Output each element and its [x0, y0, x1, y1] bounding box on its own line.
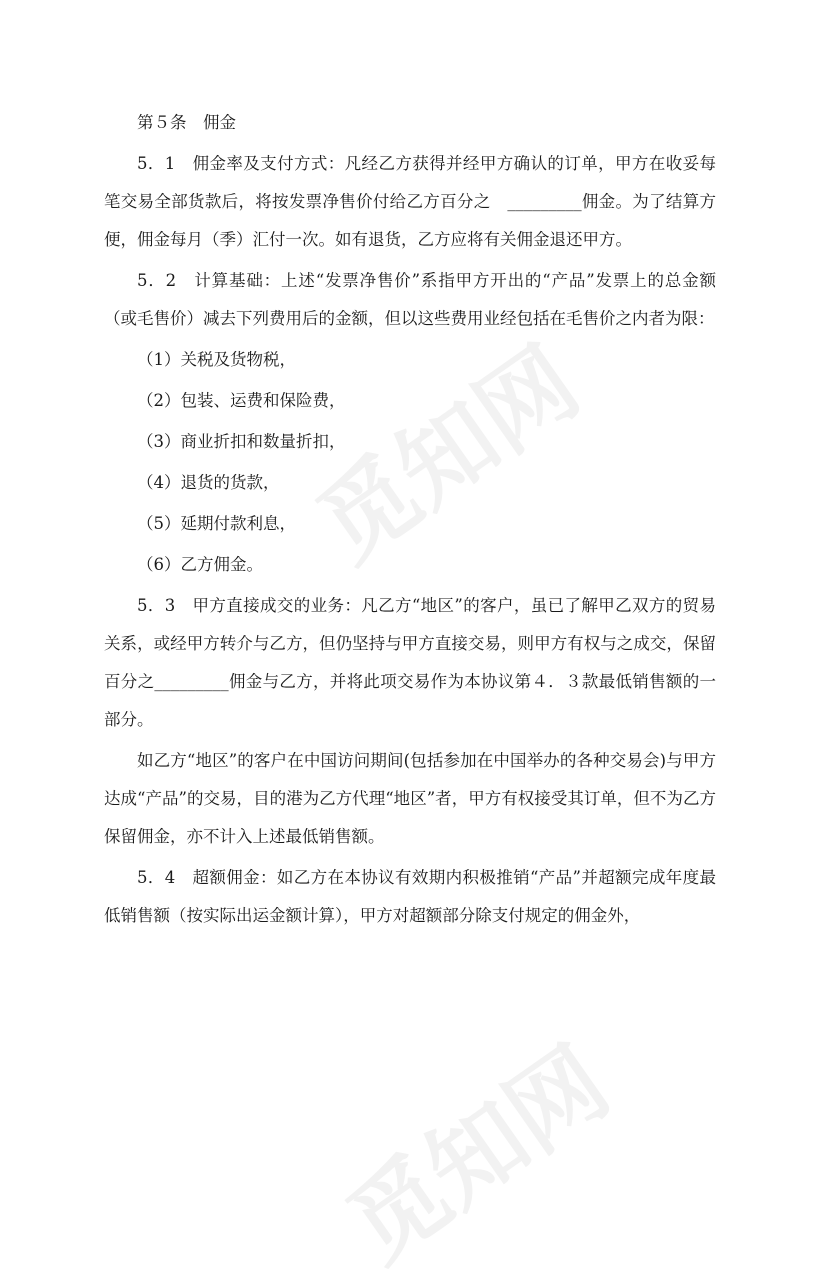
clause-5-3-text-b: 佣金与乙方，并将此项交易作为本协议第４．３款最低销售额的一部分。	[104, 672, 717, 729]
clause-5-1-text-b: 佣金。为了结算方便，佣金每月（季）汇付一次。如有退货，乙方应将有关佣金退还甲方。	[104, 192, 716, 249]
blank-percentage: _________	[507, 192, 582, 211]
paragraph-china-visit: 如乙方“地区”的客户在中国访问期间(包括参加在中国举办的各种交易会)与甲方达成“产品”的交易，目的港为乙方代理“地区”者，甲方有权接受其订单，但不为乙方保留佣金，亦不计入上述最低销售额。	[104, 751, 716, 846]
clause-5-1	[104, 145, 716, 259]
watermark-bottom: 觅知网	[328, 1026, 629, 1284]
list-item: （2）包装、运费和保险费，	[137, 391, 346, 410]
list-item: （4）退货的货款，	[137, 473, 280, 492]
list-item: （1）关税及货物税，	[137, 350, 296, 369]
document-body	[104, 104, 716, 938]
watermark: 觅知网	[298, 326, 599, 584]
list-item: （3）商业折扣和数量折扣，	[137, 432, 346, 451]
article-heading: 第５条 佣金	[137, 113, 236, 132]
clause-5-3	[104, 587, 716, 739]
clause-5-3-text-a: 5．3 甲方直接成交的业务：凡乙方“地区”的客户，虽已了解甲乙双方的贸易关系，或经甲方转介与乙方，但仍坚持与甲方直接交易，则甲方有权与之成交，保留百分之	[104, 596, 716, 691]
list-item: （5）延期付款利息，	[137, 514, 296, 533]
clause-5-1-text-a: 5．1 佣金率及支付方式：凡经乙方获得并经甲方确认的订单，甲方在收妥每笔交易全部货款后，将按发票净售价付给乙方百分之	[104, 154, 716, 211]
clause-5-4: 5．4 超额佣金：如乙方在本协议有效期内积极推销“产品”并超额完成年度最低销售额（按实际出运金额计算），甲方对超额部分除支付规定的佣金外，	[104, 868, 716, 925]
list-item: （6）乙方佣金。	[137, 555, 263, 574]
clause-5-2: 5．2 计算基础：上述“发票净售价”系指甲方开出的“产品”发票上的总金额（或毛售价）减去下列费用后的金额，但以这些费用业经包括在毛售价之内者为限：	[104, 271, 716, 328]
blank-percentage: _________	[154, 672, 229, 691]
